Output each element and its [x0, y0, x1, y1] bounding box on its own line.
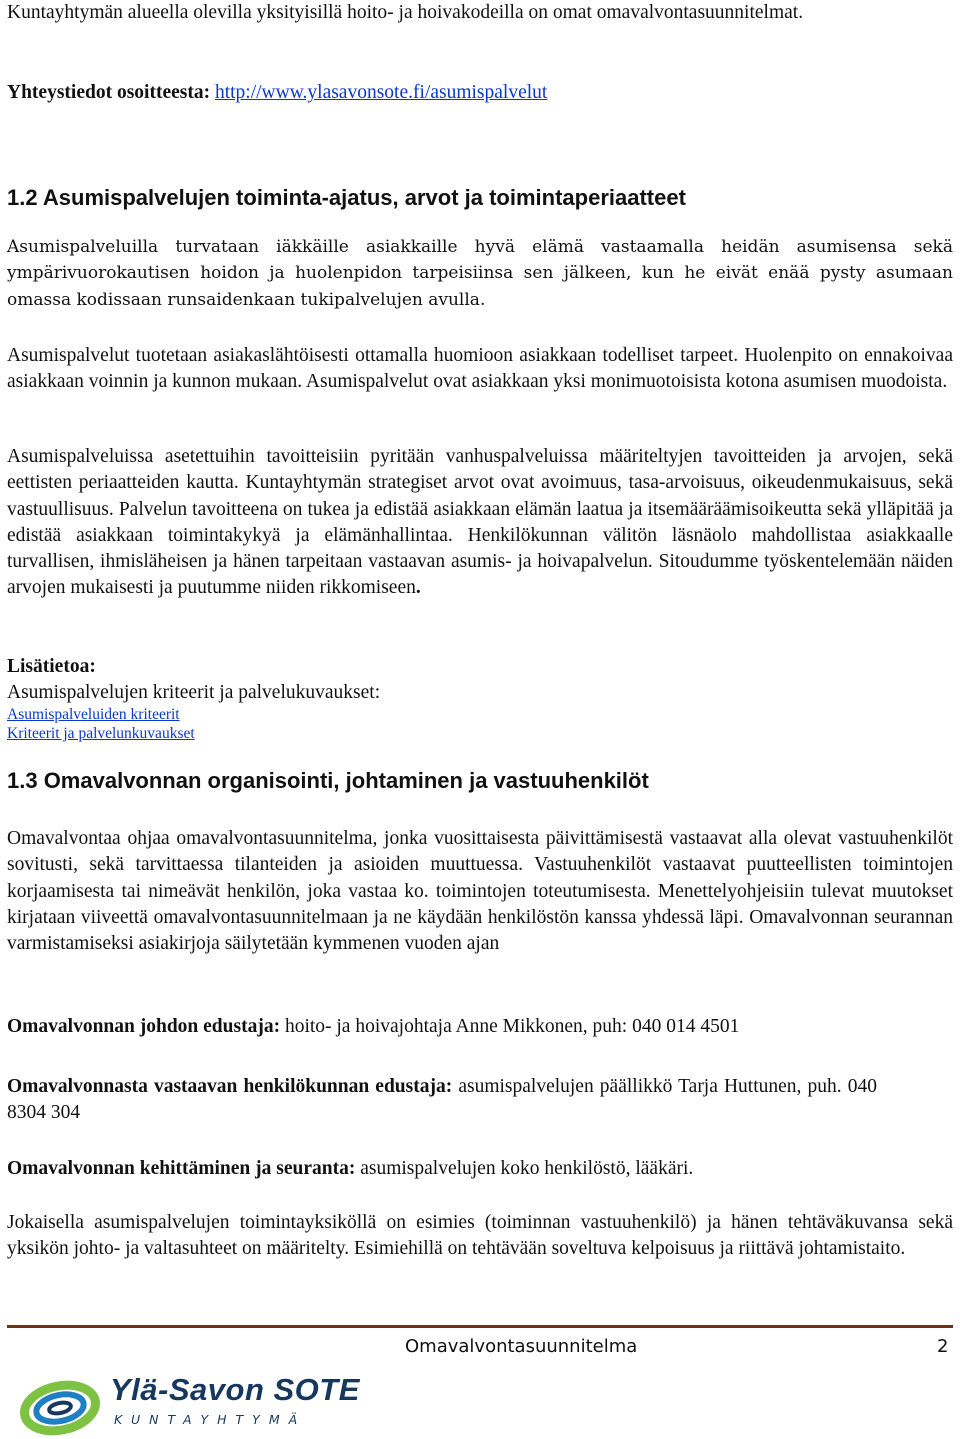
criteria-label: Asumispalvelujen kriteerit ja palvelukuvaukset: — [7, 682, 381, 703]
section-1-3-paragraph-last: Jokaisella asumispalvelujen toimintayksiköllä on esimies (toiminnan vastuuhenkilö) ja hänen tehtäväkuvansa sekä yksikön johto- ja valtasuhteet on määritelty. Esimiehillä on tehtävään soveltuva kelpoisuus ja riittävä johtamistaito. — [7, 1212, 953, 1260]
section-1-2-paragraph-3: Asumispalveluissa asetettuihin tavoitteisiin pyritään vanhuspalveluissa määriteltyjen tavoitteiden ja arvojen, sekä eettisten periaatteiden kautta. Kuntayhtymän strategiset arvot ovat avoimuus, tasa-arvoisuus, oikeudenmukaisuus, sekä vastuullisuus. Palvelun tavoitteena on tukea ja edistää asiakkaan elämän laatua ja itsemääräämisoikeutta sekä ylläpitää ja edistää asiakkaan toimintakykyä ja elämänhallintaa. Henkilökunnan välitön läsnäolo mahdollistaa asiakkaalle turvallisen, ihmisläheisen ja hänen tarpeitaan vastaavan asumis- ja hoivapalvelun. Sitoudumme työskentelemään näiden arvojen mukaisesti ja puutumme niiden rikkomiseen. — [7, 446, 953, 599]
criteria-link[interactable]: Asumispalveluiden kriteerit — [7, 706, 180, 723]
section-1-2-paragraph-2: Asumispalvelut tuotetaan asiakaslähtöisesti ottamalla huomioon asiakkaan todelliset tarpeet. Huolenpito on ennakoivaa asiakkaan voinnin ja kunnon mukaan. Asumispalvelut ovat asiakkaan yksi monimuotoisista kotona asumisen muodoista. — [7, 345, 953, 393]
intro-paragraph — [7, 0, 953, 26]
leadership-representative — [7, 1014, 953, 1040]
logo-swoosh-icon — [18, 1372, 108, 1438]
staff-value: asumispalvelujen päällikkö Tarja Huttunen, puh. 040 8304 304 — [7, 1076, 877, 1124]
more-info-heading — [7, 654, 953, 680]
contact-link[interactable]: http://www.ylasavonsote.fi/asumispalvelut — [214, 82, 548, 103]
more-info-label: Lisätietoa: — [7, 656, 96, 677]
section-1-3-heading: 1.3 Omavalvonnan organisointi, johtaminen ja vastuuhenkilöt — [7, 768, 649, 793]
footer-divider — [7, 1325, 953, 1328]
service-description-link[interactable]: Kriteerit ja palvelunkuvaukset — [7, 725, 195, 742]
development-label: Omavalvonnan kehittäminen ja seuranta: — [7, 1158, 356, 1179]
intro-text: Kuntayhtymän alueella olevilla yksityisillä hoito- ja hoivakodeilla on omat omavalvontasuunnitelmat. — [7, 2, 804, 23]
contact-line — [7, 80, 953, 106]
staff-representative — [7, 1074, 877, 1127]
logo-subtitle: KUNTAYHTYMÄ — [114, 1412, 307, 1427]
contact-label: Yhteystiedot osoitteesta: — [7, 82, 211, 103]
logo-name: Ylä-Savon SOTE — [110, 1372, 360, 1407]
values-text: Asumispalveluissa asetettuihin tavoitteisiin pyritään vanhuspalveluissa määriteltyjen tavoitteiden ja arvojen, sekä eettisten periaatteiden kautta. Kuntayhtymän strategiset arvot ovat avoimuus, tasa-arvoisuus, oikeudenmukaisuus, sekä vastuullisuus. Palvelun tavoitteena on tukea ja edistää asiakkaan elämän laatua ja itsemääräämisoikeutta sekä ylläpitää ja edistää asiakkaan toimintakykyä ja elämänhallintaa. Henkilökunnan välitön läsnäolo mahdollistaa asiakkaalle turvallisen, ihmisläheisen ja hänen tarpeitaan vastaavan asumis- ja hoivapalvelun. Sitoudumme työskentelemään näiden arvojen mukaisesti ja puutumme niiden rikkomiseen — [7, 446, 953, 599]
criteria-link-line-2 — [7, 724, 953, 744]
section-1-2-heading: 1.2 Asumispalvelujen toiminta-ajatus, arvot ja toimintaperiaatteet — [7, 185, 686, 210]
criteria-link-line-1 — [7, 705, 953, 725]
development-value: asumispalvelujen koko henkilöstö, lääkäri. — [355, 1158, 694, 1179]
section-1-2-paragraph-1: Asumispalveluilla turvataan iäkkäille asiakkaille hyvä elämä vastaamalla heidän asumisensa sekä ympärivuorokautisen hoidon ja huolenpidon tarpeisiinsa sen jälkeen, kun he eivät enää pysty asumaan omassa kodissaan runsaidenkaan tukipalvelujen avulla. — [7, 237, 953, 310]
staff-label: Omavalvonnasta vastaavan henkilökunnan edustaja: — [7, 1076, 453, 1097]
organization-logo — [18, 1372, 360, 1438]
leadership-label: Omavalvonnan johdon edustaja: — [7, 1016, 281, 1037]
leadership-value: hoito- ja hoivajohtaja Anne Mikkonen, puh: 040 014 4501 — [280, 1016, 740, 1037]
section-1-3-paragraph-1: Omavalvontaa ohjaa omavalvontasuunnitelma, jonka vuosittaisesta päivittämisestä vastaavat alla olevat vastuuhenkilöt sovitusti, sekä tarvittaessa tilanteiden ja asioiden muuttuessa. Vastuuhenkilöt vastaavat puutteellisten toimintojen korjaamisesta tai nimeävät henkilön, joka vastaa ko. toimintojen toteutumisesta. Menettelyohjeisiin tulevat muutokset kirjataan viiveettä omavalvontasuunnitelmaan ja ne käydään henkilöstön kanssa yhdessä läpi. Omavalvonnan seurannan varmistamiseksi asiakirjoja säilytetään kymmenen vuoden ajan — [7, 828, 953, 955]
footer-page-number: 2 — [937, 1336, 949, 1357]
development-responsibility — [7, 1156, 953, 1182]
footer-document-title: Omavalvontasuunnitelma — [405, 1336, 638, 1357]
